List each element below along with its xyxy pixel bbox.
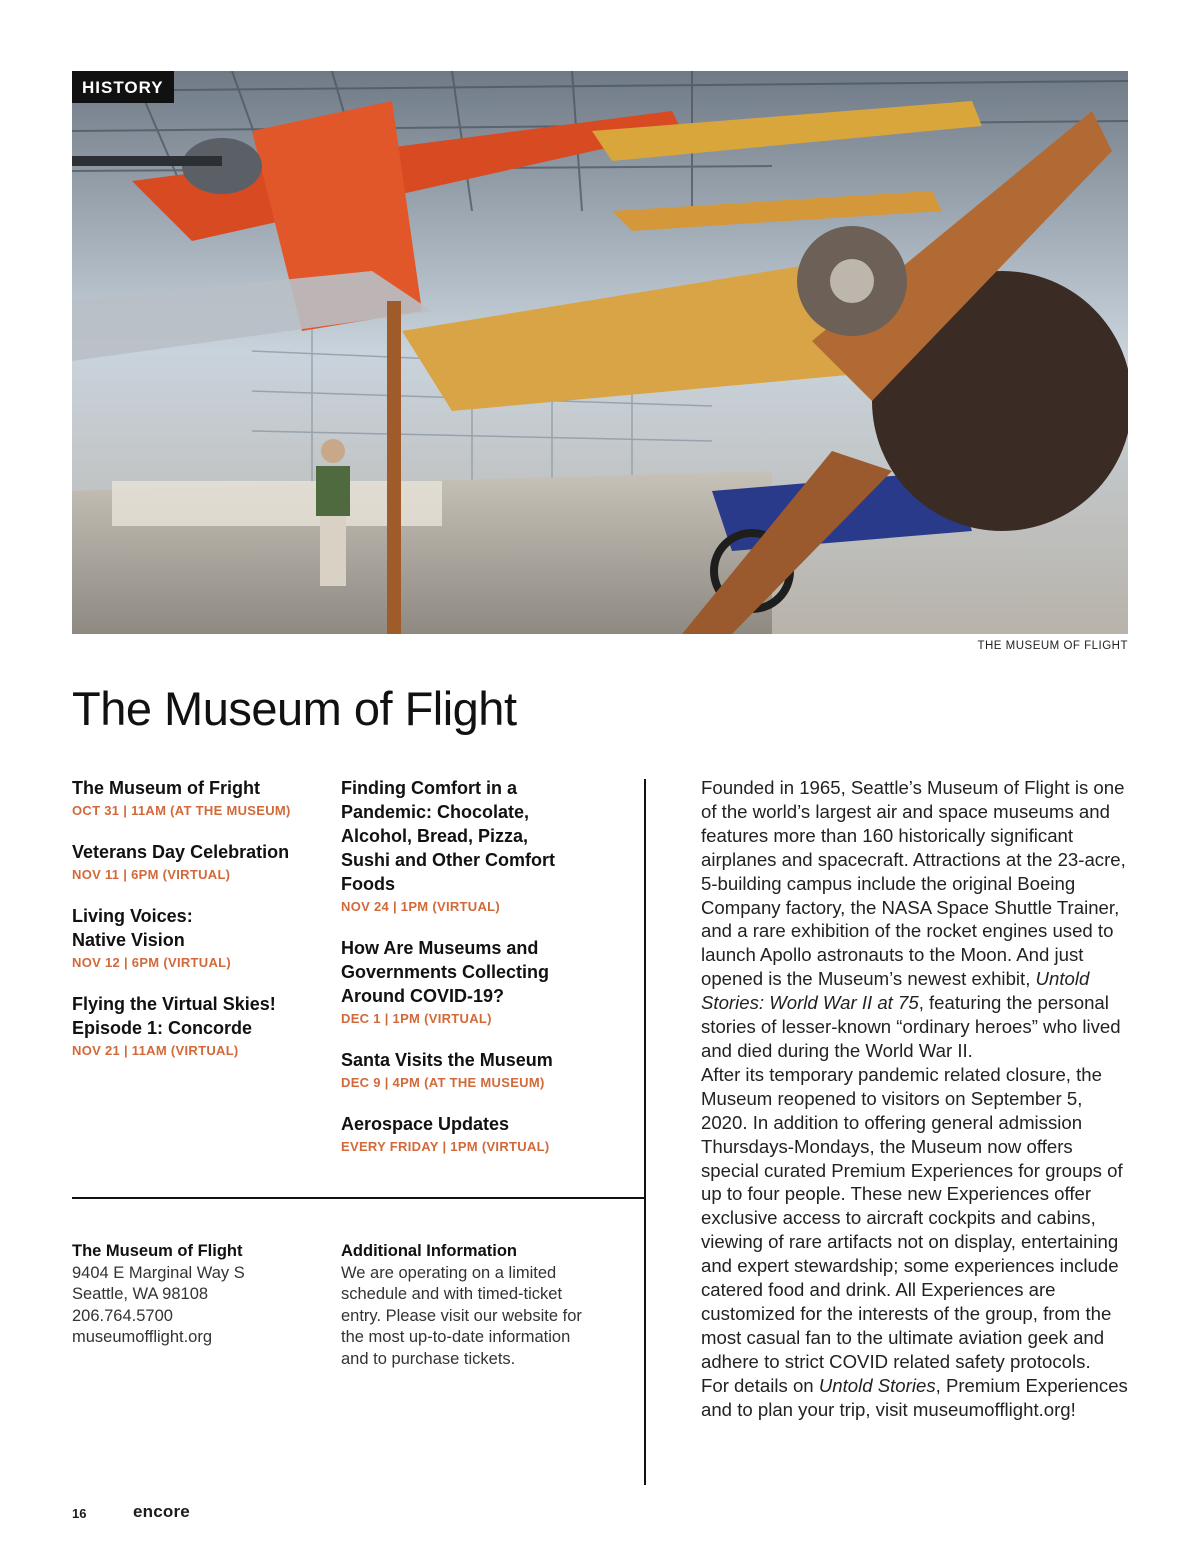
additional-info-text: We are operating on a limited schedule and with timed-ticket entry. Please visit our website for the most up-to-date information and to purchase tickets. — [341, 1263, 582, 1368]
page-number: 16 — [72, 1506, 87, 1521]
event-item — [341, 936, 571, 1028]
exhibit-name: Untold Stories: World War II at 75 — [701, 968, 1090, 1014]
article-body — [701, 776, 1133, 1421]
section-tag: HISTORY — [72, 71, 174, 103]
article-text: For details on — [701, 1374, 819, 1396]
contact-name: The Museum of Flight — [72, 1242, 243, 1260]
contact-address-line-2: Seattle, WA 98108 — [72, 1285, 209, 1303]
contact-block — [72, 1241, 322, 1349]
additional-info-heading: Additional Information — [341, 1242, 517, 1260]
event-title: How Are Museums and Governments Collecting Around COVID-19? — [341, 938, 550, 1006]
event-item — [72, 840, 322, 884]
article-paragraph — [701, 776, 1133, 1063]
event-item — [72, 992, 322, 1060]
section-divider — [72, 1197, 644, 1199]
event-title: Aerospace Updates — [341, 1114, 510, 1134]
event-when: NOV 21 | 11AM (VIRTUAL) — [72, 1043, 239, 1058]
page-title: The Museum of Flight — [72, 682, 517, 735]
event-title: Santa Visits the Museum — [341, 1050, 553, 1070]
event-when: NOV 24 | 1PM (VIRTUAL) — [341, 899, 501, 914]
column-divider — [644, 779, 646, 1485]
contact-phone: 206.764.5700 — [72, 1306, 173, 1325]
article-paragraph — [701, 1374, 1133, 1422]
museum-hangar-photo-icon — [72, 71, 1128, 634]
article-text: , Premium Experiences and to plan your trip, visit museumofflight.org! — [701, 1374, 1128, 1420]
event-title: Flying the Virtual Skies! Episode 1: Concorde — [72, 994, 276, 1038]
event-item — [341, 776, 556, 916]
contact-address-line-1: 9404 E Marginal Way S — [72, 1263, 245, 1282]
exhibit-name: Untold Stories — [818, 1374, 936, 1396]
hero-photo — [72, 71, 1128, 634]
event-when: NOV 12 | 6PM (VIRTUAL) — [72, 955, 232, 970]
event-item — [341, 1112, 611, 1156]
event-when: EVERY FRIDAY | 1PM (VIRTUAL) — [341, 1139, 550, 1154]
event-item — [72, 776, 322, 820]
article-paragraph: After its temporary pandemic related closure, the Museum reopened to visitors on September 5, 2020. In addition to offering general admission Thursdays-Mondays, the Museum now offers special curated Premium Experiences for groups of up to four people. These new Experiences offer exclusive access to aircraft cockpits and cabins, viewing of rare artifacts not on display, entertaining and expert stewardship; some experiences include catered food and drink. All Experiences are customized for the interests of the group, from the most casual fan to the ultimate aviation geek and adhere to strict COVID related safety protocols. — [701, 1063, 1123, 1372]
additional-info-block — [341, 1241, 601, 1370]
photo-caption: THE MUSEUM OF FLIGHT — [977, 640, 1128, 652]
event-when: OCT 31 | 11AM (AT THE MUSEUM) — [72, 803, 291, 818]
event-when: DEC 9 | 4PM (AT THE MUSEUM) — [341, 1075, 545, 1090]
brand-logo: encore — [133, 1502, 190, 1521]
article-text: , featuring the personal stories of lesser-known “ordinary heroes” who lived and died during the World War II. — [701, 992, 1121, 1061]
events-column-1 — [72, 776, 322, 1080]
article-text: Founded in 1965, Seattle’s Museum of Flight is one of the world’s largest air and space museums and features more than 160 historically significant airplanes and spacecraft. Attractions at the 23-acre, 5-building campus include the original Boeing Company factory, the NASA Space Shuttle Trainer, and a rare exhibition of the rocket engines used to launch Apollo astronauts to the Moon. And just opened is the Museum’s newest exhibit, — [701, 777, 1126, 990]
event-title: Living Voices: Native Vision — [72, 906, 193, 950]
event-when: NOV 11 | 6PM (VIRTUAL) — [72, 867, 231, 882]
event-title: Veterans Day Celebration — [72, 842, 290, 862]
event-when: DEC 1 | 1PM (VIRTUAL) — [341, 1011, 492, 1026]
event-title: The Museum of Fright — [72, 778, 260, 798]
event-item — [72, 904, 232, 972]
contact-website: museumofflight.org — [72, 1328, 213, 1346]
event-title: Finding Comfort in a Pandemic: Chocolate, Alcohol, Bread, Pizza, Sushi and Other Comfort Foods — [341, 778, 556, 894]
event-item — [341, 1048, 611, 1092]
events-column-2 — [341, 776, 611, 1176]
